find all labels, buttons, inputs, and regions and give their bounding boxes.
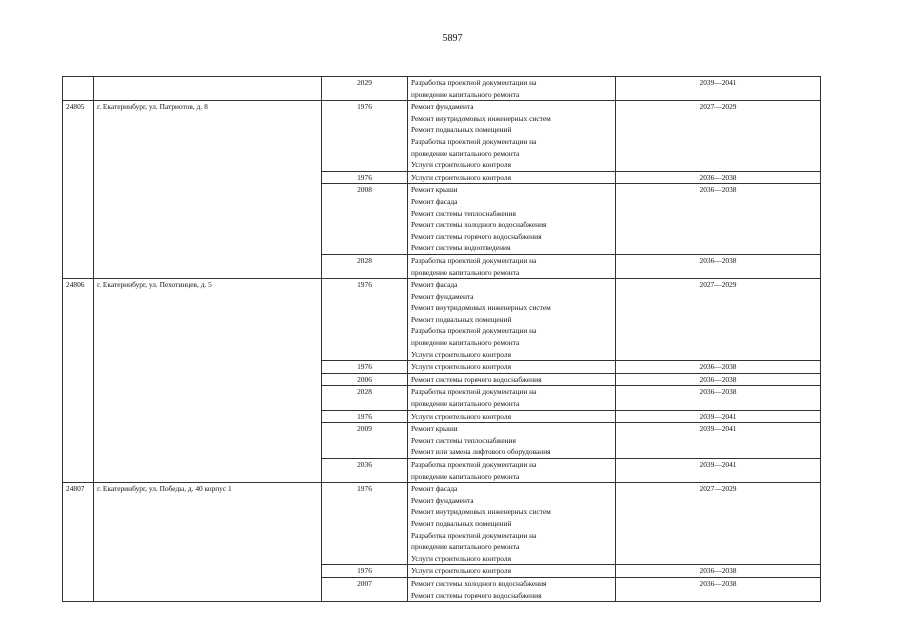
work-item: Ремонт фундамента [411, 291, 474, 301]
work-item: Ремонт системы теплоснабжения [411, 208, 516, 218]
works-cell [408, 459, 616, 483]
planned-period-cell: 2036—2038 [616, 184, 821, 255]
work-item: Ремонт подвальных помещений [411, 125, 512, 135]
commissioning-year-cell: 2008 [322, 184, 408, 255]
commissioning-year-cell: 1976 [322, 171, 408, 184]
planned-period-cell: 2036—2038 [616, 386, 821, 410]
commissioning-year-cell: 1976 [322, 279, 408, 361]
address-cell: г. Екатеринбург, ул. Пехотинцев, д. 5 [94, 279, 322, 483]
works-cell [408, 184, 616, 255]
planned-period-cell: 2039—2041 [616, 459, 821, 483]
planned-period-cell: 2027—2029 [616, 483, 821, 565]
table-row [63, 483, 821, 565]
works-cell [408, 101, 616, 172]
work-item: Разработка проектной документации на [411, 255, 537, 265]
work-item: проведение капитального ремонта [411, 542, 520, 552]
work-item: проведение капитального ремонта [411, 89, 520, 99]
commissioning-year-cell: 2006 [322, 373, 408, 386]
work-item: Ремонт внутридомовых инженерных систем [411, 113, 551, 123]
address-cell: г. Екатеринбург, ул. Победы, д. 40 корпус 1 [94, 483, 322, 602]
address-cell: г. Екатеринбург, ул. Патриотов, д. 8 [94, 101, 322, 279]
capital-repair-table [62, 76, 821, 602]
planned-period-cell: 2036—2038 [616, 577, 821, 601]
works-cell [408, 577, 616, 601]
house-number-cell [63, 77, 94, 101]
commissioning-year-cell: 1976 [322, 565, 408, 578]
work-item: Ремонт системы горячего водоснабжения [411, 590, 542, 600]
work-item: Услуги строительного контроля [411, 553, 511, 563]
works-cell [408, 171, 616, 184]
work-item: Ремонт фасада [411, 280, 458, 290]
work-item: Ремонт фундамента [411, 495, 474, 505]
planned-period-cell: 2036—2038 [616, 361, 821, 374]
works-cell [408, 565, 616, 578]
work-item: Ремонт подвальных помещений [411, 518, 512, 528]
commissioning-year-cell: 2028 [322, 386, 408, 410]
work-item: Разработка проектной документации на [411, 78, 537, 87]
work-item: Ремонт системы водоотведения [411, 243, 511, 253]
page-number: 5897 [442, 33, 463, 44]
work-item: Услуги строительного контроля [411, 172, 511, 182]
house-number-cell: 24807 [63, 483, 94, 602]
commissioning-year-cell: 2009 [322, 423, 408, 459]
work-item: Услуги строительного контроля [411, 411, 511, 421]
work-item: Услуги строительного контроля [411, 566, 511, 576]
work-item: Услуги строительного контроля [411, 160, 511, 170]
works-cell [408, 373, 616, 386]
work-item: Разработка проектной документации на [411, 530, 537, 540]
work-item: Ремонт фасада [411, 196, 458, 206]
planned-period-cell: 2027—2029 [616, 101, 821, 172]
work-item: Разработка проектной документации на [411, 387, 537, 397]
planned-period-cell: 2036—2038 [616, 373, 821, 386]
planned-period-cell: 2039—2041 [616, 77, 821, 101]
work-item: Услуги строительного контроля [411, 349, 511, 359]
work-item: Разработка проектной документации на [411, 460, 537, 469]
table-body [63, 77, 821, 602]
work-item: Услуги строительного контроля [411, 362, 511, 372]
work-item: Ремонт фасада [411, 484, 458, 494]
work-item: Разработка проектной документации на [411, 136, 537, 146]
work-item: проведение капитального ремонта [411, 148, 520, 158]
work-item: проведение капитального ремонта [411, 267, 520, 277]
table-row [63, 77, 821, 101]
commissioning-year-cell: 1976 [322, 410, 408, 423]
house-number-cell: 24805 [63, 101, 94, 279]
house-number-cell: 24806 [63, 279, 94, 483]
address-cell [94, 77, 322, 101]
planned-period-cell: 2039—2041 [616, 410, 821, 423]
work-item: Ремонт фундамента [411, 102, 474, 112]
planned-period-cell: 2036—2038 [616, 565, 821, 578]
table-row [63, 101, 821, 172]
work-item: Ремонт внутридомовых инженерных систем [411, 303, 551, 313]
works-cell [408, 483, 616, 565]
commissioning-year-cell: 1976 [322, 361, 408, 374]
work-item: Ремонт подвальных помещений [411, 314, 512, 324]
works-cell [408, 410, 616, 423]
work-item: проведение капитального ремонта [411, 399, 520, 409]
planned-period-cell: 2027—2029 [616, 279, 821, 361]
work-item: Ремонт системы холодного водоснабжения [411, 578, 547, 588]
work-item: Ремонт крыши [411, 424, 458, 434]
work-item: Ремонт или замена лифтового оборудования [411, 447, 551, 457]
work-item: Ремонт системы теплоснабжения [411, 435, 516, 445]
works-cell [408, 386, 616, 410]
work-item: Ремонт внутридомовых инженерных систем [411, 507, 551, 517]
works-cell [408, 423, 616, 459]
planned-period-cell: 2036—2038 [616, 254, 821, 278]
work-item: Ремонт системы горячего водоснабжения [411, 374, 542, 384]
commissioning-year-cell: 1976 [322, 101, 408, 172]
work-item: проведение капитального ремонта [411, 471, 520, 481]
works-cell [408, 361, 616, 374]
planned-period-cell: 2036—2038 [616, 171, 821, 184]
works-cell [408, 77, 616, 101]
commissioning-year-cell: 2029 [322, 77, 408, 101]
table-row [63, 279, 821, 361]
work-item: Ремонт системы холодного водоснабжения [411, 220, 547, 230]
work-item: Ремонт крыши [411, 185, 458, 195]
commissioning-year-cell: 2028 [322, 254, 408, 278]
works-cell [408, 254, 616, 278]
work-item: проведение капитального ремонта [411, 338, 520, 348]
commissioning-year-cell: 2036 [322, 459, 408, 483]
work-item: Ремонт системы горячего водоснабжения [411, 231, 542, 241]
work-item: Разработка проектной документации на [411, 326, 537, 336]
works-cell [408, 279, 616, 361]
commissioning-year-cell: 2007 [322, 577, 408, 601]
commissioning-year-cell: 1976 [322, 483, 408, 565]
planned-period-cell: 2039—2041 [616, 423, 821, 459]
